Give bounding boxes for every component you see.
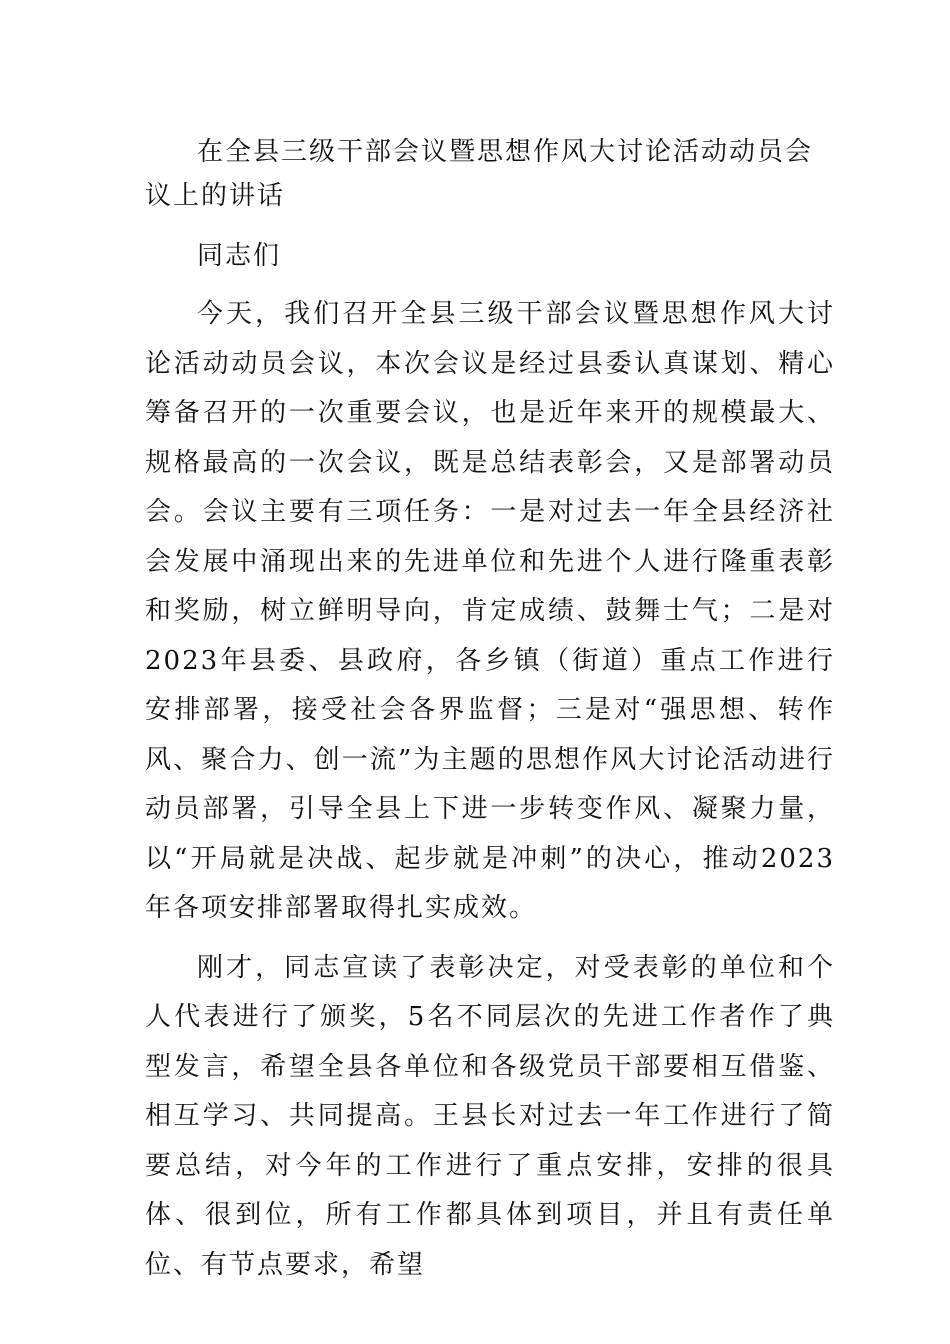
salutation: 同志们	[197, 241, 282, 271]
document-title: 在全县三级干部会议暨思想作风大讨论活动动员会议上的讲话	[145, 137, 814, 211]
paragraph-2: 刚才，同志宣读了表彰决定，对受表彰的单位和个人代表进行了颁奖，5名不同层次的先进工作者作了典型发言，希望全县各单位和各级党员干部要相互借鉴、相互学习、共同提高。王县长对过去一年工作进行了简要总结，对今年的工作进行了重点安排，安排的很具体、很到位，所有工作都具体到项目，并且有责任单位、有节点要求，希望	[145, 952, 835, 1280]
document-body	[145, 130, 835, 1290]
paragraph-1: 今天，我们召开全县三级干部会议暨思想作风大讨论活动动员会议，本次会议是经过县委认真谋划、精心筹备召开的一次重要会议，也是近年来开的规模最大、规格最高的一次会议，既是总结表彰会，又是部署动员会。会议主要有三项任务：一是对过去一年全县经济社会发展中涌现出来的先进单位和先进个人进行隆重表彰和奖励，树立鲜明导向，肯定成绩、鼓舞士气；二是对2023年县委、县政府，各乡镇（街道）重点工作进行安排部署，接受社会各界监督；三是对“强思想、转作风、聚合力、创一流”为主题的思想作风大讨论活动进行动员部署，引导全县上下进一步转变作风、凝聚力量，以“开局就是决战、起步就是冲刺”的决心，推动2023年各项安排部署取得扎实成效。	[145, 299, 835, 923]
